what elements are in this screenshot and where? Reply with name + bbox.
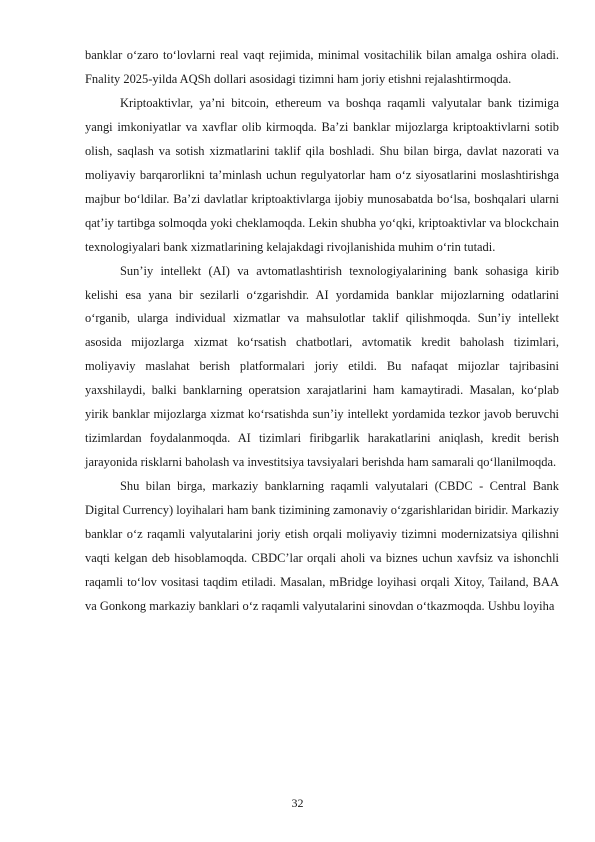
paragraph-artificial-intelligence: Sun’iy intellekt (AI) va avtomatlashtirish texnologiyalarining bank sohasiga kirib kelishi esa yana bir sezilarli o‘zgarishdir. AI yordamida banklar mijozlarning odatlarini o‘rganib, ularga individual xizmatlar va mahsulotlar taklif qilishmoqda. Sun’iy intellekt asosida mijozlarga xizmat ko‘rsatish chatbotlari, avtomatik kredit baholash tizimlari, moliyaviy maslahat berish platformalari joriy etildi. Bu nafaqat mijozlar tajribasini yaxshilaydi, balki banklarning operatsion xarajatlarini ham kamaytiradi. Masalan, ko‘plab yirik banklar mijozlarga xizmat ko‘rsatishda sun’iy intellekt yordamida tezkor javob beruvchi tizimlardan foydalanmoqda. AI tizimlari firibgarlik harakatlarini aniqlash, kredit berish jarayonida risklarni baholash va investitsiya tavsiyalari berishda ham samarali qo‘llanilmoqda. xyxy=(85,263,559,470)
body-text xyxy=(85,44,559,619)
paragraph-continuation: banklar o‘zaro to‘lovlarni real vaqt rejimida, minimal vositachilik bilan amalga oshira oladi. Fnality 2025-yilda AQSh dollari asosidagi tizimni ham joriy etishni rejalashtirmoqda. xyxy=(85,48,559,86)
paragraph-cbdc: Shu bilan birga, markaziy banklarning raqamli valyutalari (CBDC - Central Bank Digital Currency) loyihalari ham bank tizimining zamonaviy o‘zgarishlaridan biridir. Markaziy banklar o‘z raqamli valyutalarini joriy etish orqali moliyaviy tizimni modernizatsiya qilishni vaqti kelgan deb hisoblamoqda. CBDC’lar orqali aholi va biznes uchun xavfsiz va ishonchli raqamli to‘lov vositasi taqdim etiladi. Masalan, mBridge loyihasi orqali Xitoy, Tailand, BAA va Gonkong markaziy banklari o‘z raqamli valyutalarini sinovdan o‘tkazmoqda. Ushbu loyiha xyxy=(85,479,559,613)
paragraph-cryptoassets: Kriptoaktivlar, ya’ni bitcoin, ethereum va boshqa raqamli valyutalar bank tizimiga yangi imkoniyatlar va xavflar olib kirmoqda. Ba’zi banklar mijozlarga kriptoaktivlarni sotib olish, saqlash va sotish xizmatlarini taklif qila boshladi. Shu bilan birga, davlat nazorati va moliyaviy barqarorlikni ta’minlash uchun regulyatorlar ham o‘z siyosatlarini moslashtirishga majbur bo‘ldilar. Ba’zi davlatlar kriptoaktivlarga ijobiy munosabatda bo‘lsa, boshqalari ularni qat’iy tartibga solmoqda yoki cheklamoqda. Lekin shubha yo‘qki, kriptoaktivlar va blockchain texnologiyalari bank xizmatlarining kelajakdagi rivojlanishida muhim o‘rin tutadi. xyxy=(85,95,559,254)
page-number: 32 xyxy=(291,796,304,810)
